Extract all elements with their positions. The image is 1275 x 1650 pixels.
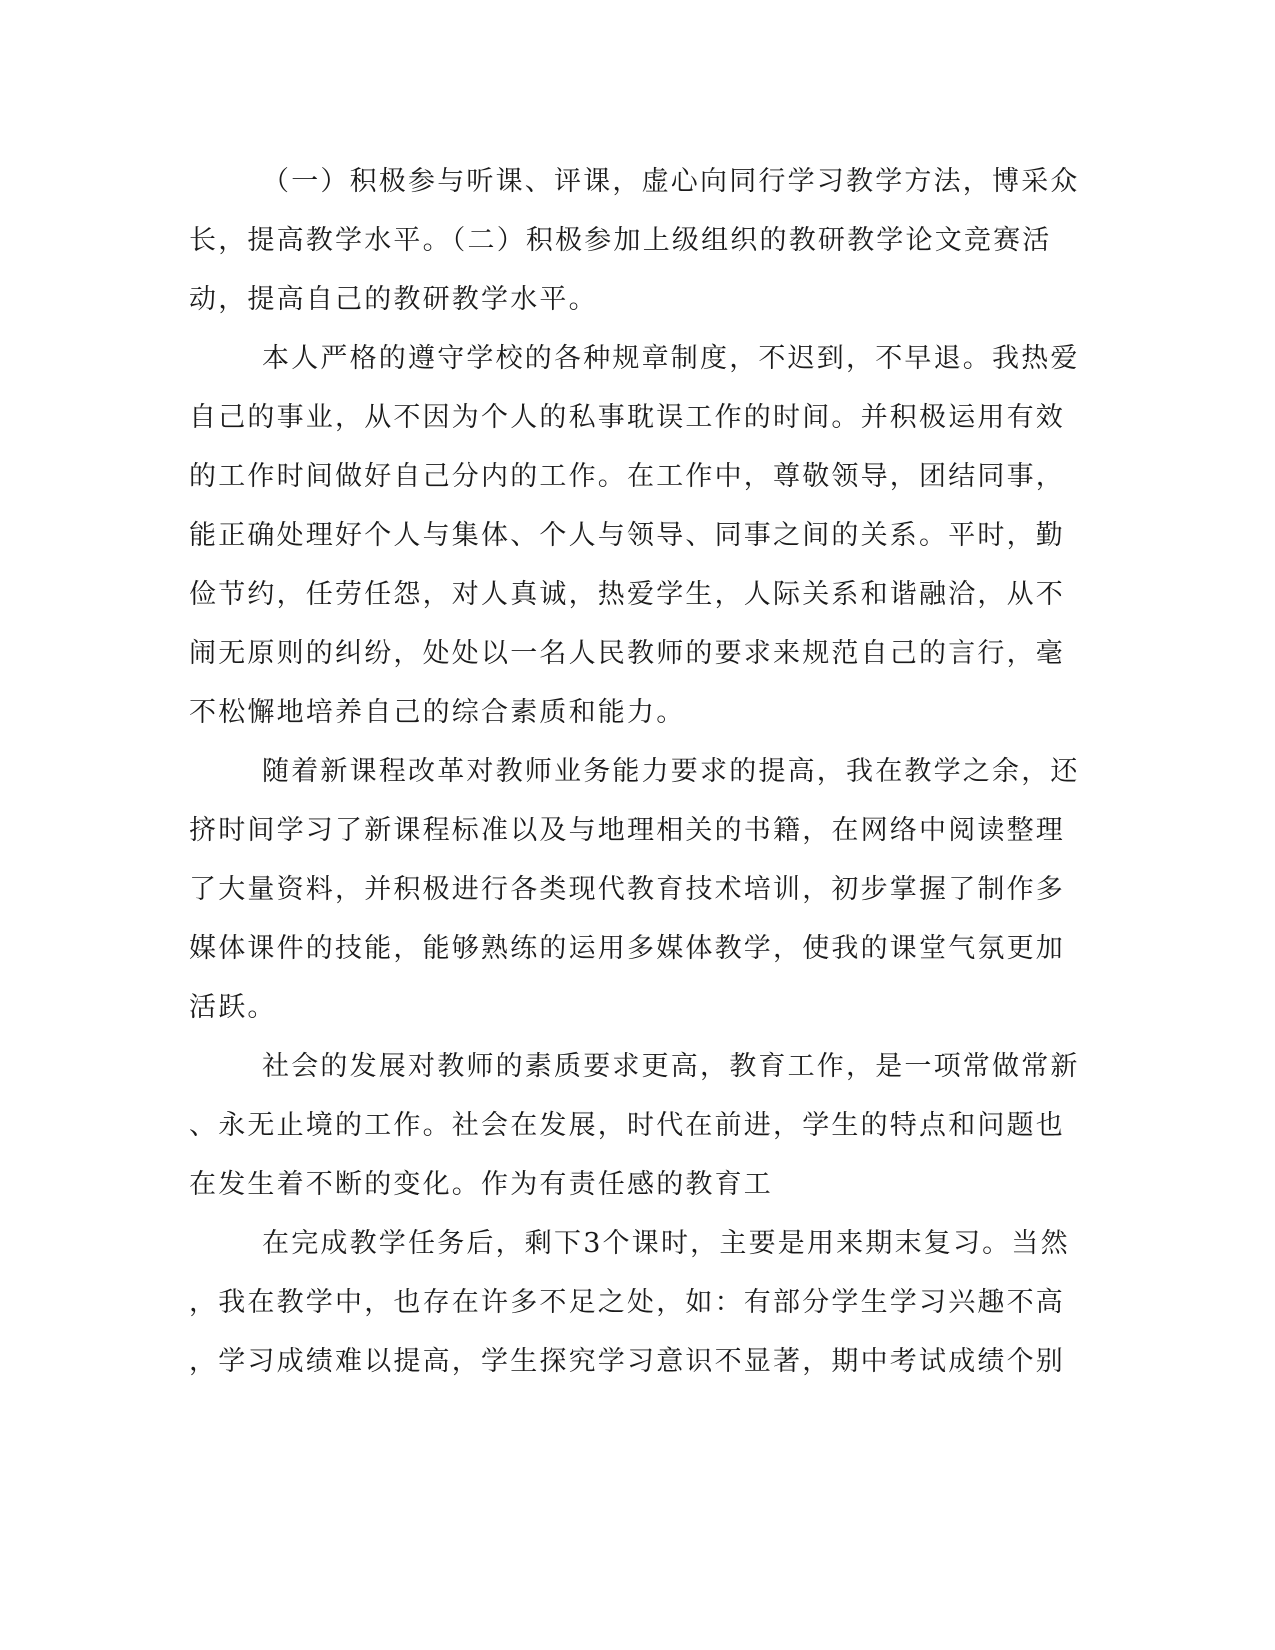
paragraph-line: 本人严格的遵守学校的各种规章制度，不迟到，不早退。我热爱 — [262, 343, 1080, 374]
paragraph-line: 了大量资料，并积极进行各类现代教育技术培训，初步掌握了制作多 — [189, 874, 1065, 905]
paragraph-line: 媒体课件的技能，能够熟练的运用多媒体教学，使我的课堂气氛更加 — [189, 933, 1065, 964]
paragraph-line: 活跃。 — [189, 992, 277, 1023]
paragraph-line: 能正确处理好个人与集体、个人与领导、同事之间的关系。平时，勤 — [189, 520, 1065, 551]
paragraph-line: 自己的事业，从不因为个人的私事耽误工作的时间。并积极运用有效 — [189, 402, 1065, 433]
paragraph-line: ，我在教学中，也存在许多不足之处，如：有部分学生学习兴趣不高 — [189, 1287, 1065, 1318]
paragraph-line: 不松懈地培养自己的综合素质和能力。 — [189, 697, 686, 728]
paragraph-line: 、永无止境的工作。社会在发展，时代在前进，学生的特点和问题也 — [189, 1110, 1065, 1141]
paragraph-line: 随着新课程改革对教师业务能力要求的提高，我在教学之余，还 — [262, 756, 1080, 787]
paragraph-line: 在发生着不断的变化。作为有责任感的教育工 — [189, 1169, 773, 1200]
paragraph-line: （一）积极参与听课、评课，虚心向同行学习教学方法，博采众 — [262, 166, 1080, 197]
paragraph-line: 俭节约，任劳任怨，对人真诚，热爱学生，人际关系和谐融洽，从不 — [189, 579, 1065, 610]
paragraph-line: 在完成教学任务后，剩下3个课时，主要是用来期末复习。当然 — [262, 1228, 1070, 1259]
paragraph-line: 长，提高教学水平。（二）积极参加上级组织的教研教学论文竞赛活 — [189, 225, 1052, 256]
paragraph-line: 社会的发展对教师的素质要求更高，教育工作，是一项常做常新 — [262, 1051, 1080, 1082]
paragraph-line: 闹无原则的纠纷，处处以一名人民教师的要求来规范自己的言行，毫 — [189, 638, 1065, 669]
paragraph-line: 挤时间学习了新课程标准以及与地理相关的书籍，在网络中阅读整理 — [189, 815, 1065, 846]
paragraph-line: ，学习成绩难以提高，学生探究学习意识不显著，期中考试成绩个别 — [189, 1346, 1065, 1377]
paragraph-line: 的工作时间做好自己分内的工作。在工作中，尊敬领导，团结同事， — [189, 461, 1065, 492]
paragraph-line: 动，提高自己的教研教学水平。 — [189, 284, 598, 315]
